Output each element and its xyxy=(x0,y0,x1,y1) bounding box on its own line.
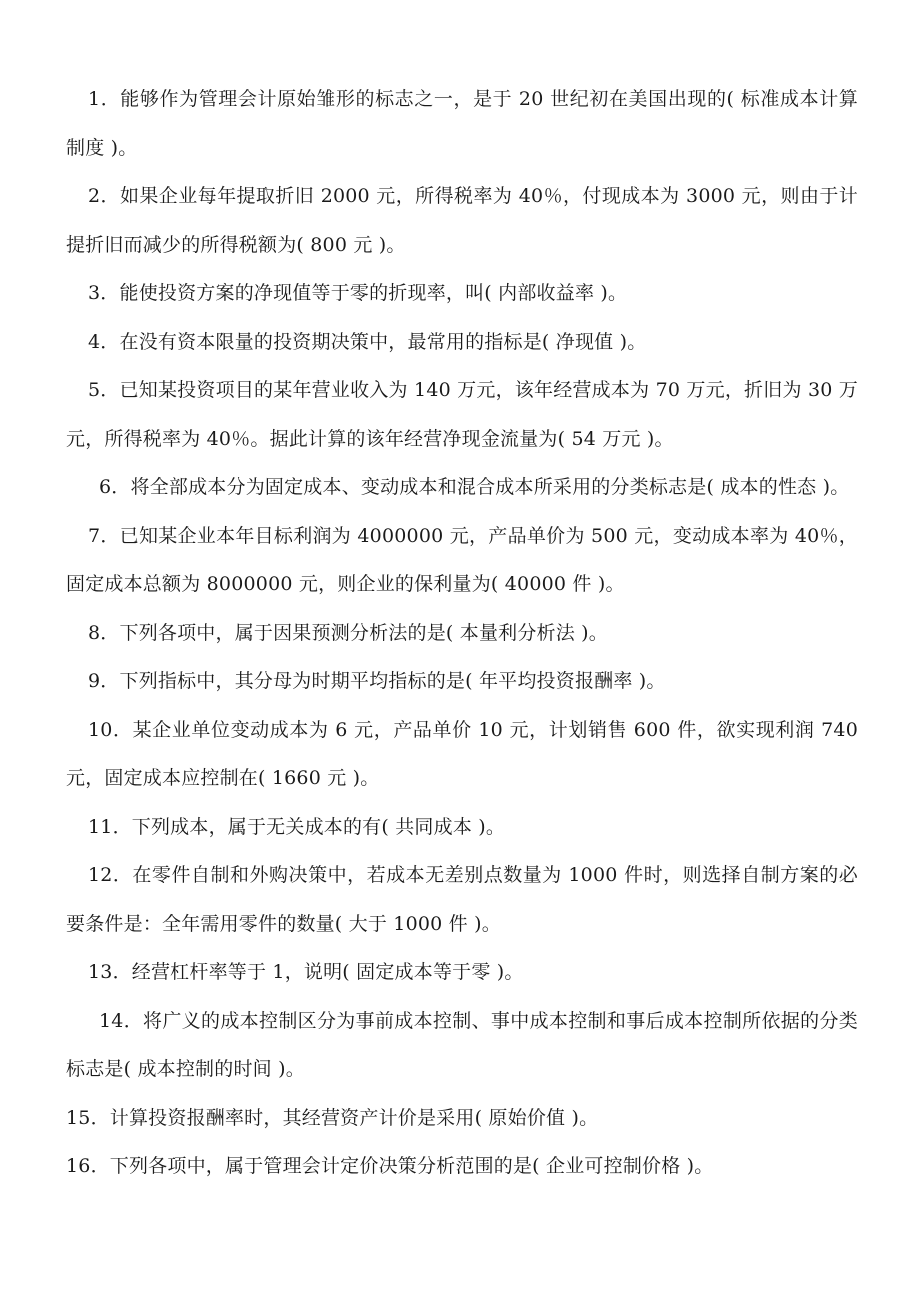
question-11: 11．下列成本，属于无关成本的有( 共同成本 )。 xyxy=(88,815,506,838)
question-3: 3．能使投资方案的净现值等于零的折现率，叫( 内部收益率 )。 xyxy=(88,282,628,304)
question-6: 6．将全部成本分为固定成本、变动成本和混合成本所采用的分类标志是( 成本的性态 )。 xyxy=(99,476,850,498)
question-13: 13．经营杠杆率等于 1，说明( 固定成本等于零 )。 xyxy=(88,961,524,983)
question-7: 7．已知某企业本年目标利润为 4000000 元，产品单价为 500 元，变动成本率为 40％，固定成本总额为 8000000 元，则企业的保利量为( 40000 件 )。 xyxy=(66,524,858,595)
question-16: 16．下列各项中，属于管理会计定价决策分析范围的是( 企业可控制价格 )。 xyxy=(66,1155,714,1177)
question-2: 2．如果企业每年提取折旧 2000 元，所得税率为 40％，付现成本为 3000 元，则由于计提折旧而减少的所得税额为( 800 元 )。 xyxy=(66,185,858,256)
question-4: 4．在没有资本限量的投资期决策中，最常用的指标是( 净现值 )。 xyxy=(88,330,647,353)
question-5: 5．已知某投资项目的某年营业收入为 140 万元，该年经营成本为 70 万元，折旧为 30 万元，所得税率为 40％。据此计算的该年经营净现金流量为( 54 万元 )。 xyxy=(66,379,858,450)
question-9: 9．下列指标中，其分母为时期平均指标的是( 年平均投资报酬率 )。 xyxy=(88,670,666,692)
question-14: 14．将广义的成本控制区分为事前成本控制、事中成本控制和事后成本控制所依据的分类标志是( 成本控制的时间 )。 xyxy=(66,1009,858,1080)
question-15: 15．计算投资报酬率时，其经营资产计价是采用( 原始价值 )。 xyxy=(66,1106,599,1129)
question-10: 10．某企业单位变动成本为 6 元，产品单价 10 元，计划销售 600 件，欲实现利润 740 元，固定成本应控制在( 1660 元 )。 xyxy=(66,718,858,789)
question-1: 1．能够作为管理会计原始雏形的标志之一，是于 20 世纪初在美国出现的( 标准成本计算制度 )。 xyxy=(66,88,858,159)
question-12: 12．在零件自制和外购决策中，若成本无差别点数量为 1000 件时，则选择自制方案的必要条件是：全年需用零件的数量( 大于 1000 件 )。 xyxy=(66,864,858,935)
question-8: 8．下列各项中，属于因果预测分析法的是( 本量利分析法 )。 xyxy=(88,621,608,644)
